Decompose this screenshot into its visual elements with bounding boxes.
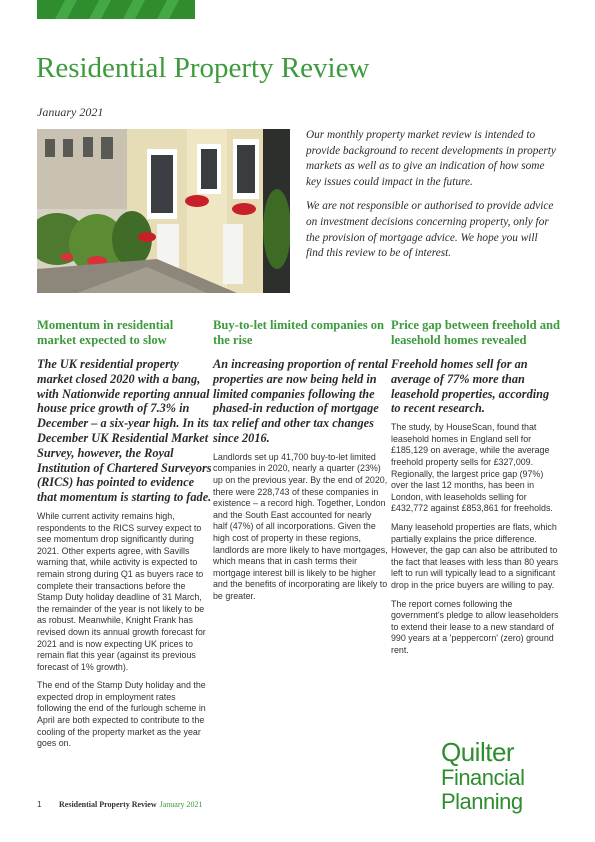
page-footer (37, 800, 203, 809)
quilter-logo (441, 739, 566, 814)
logo-line: Planning (441, 789, 523, 814)
intro-paragraph: Our monthly property market review is intended to provide background to recent developments in property markets as well as to give an indication of how some key issues could impact in the future. (306, 129, 556, 188)
top-decorative-band (37, 0, 195, 19)
logo-line: Quilter (441, 737, 515, 767)
article-paragraph: Landlords set up 41,700 buy-to-let limited companies in 2020, nearly a quarter (23%) up on the previous year. By the end of 2020, there were 228,743 of these companies in existence – a record high. Together, London and the South East accounted for nearly half (47%) of all incorporations. Given the high cost of property in these regions, landlords are more likely to have mortgages, which means that in cash terms their mortgage interest bill is likely to be higher and the benefits of incorporating are likely to be greater. (213, 451, 388, 601)
article-lead: The UK residential property market closed 2020 with a bang, with Nationwide reporting annual house price growth of 7.3% in December – a six-year high. In its December UK Residential Market Survey, however, the Royal Institution of Chartered Surveyors (RICS) has pointed to evidence that momentum is starting to fade. (37, 357, 212, 505)
page-number: 1 (37, 800, 42, 809)
page-title: Residential Property Review (36, 52, 370, 84)
intro-paragraph: We are not responsible or authorised to provide advice on investment decisions concerning property, only for the provision of mortgage advice. We hope you will find this review to be of interest. (306, 200, 554, 260)
article-heading: Price gap between freehold and leasehold homes revealed (391, 318, 561, 347)
article-heading: Momentum in residential market expected to slow (37, 318, 174, 347)
footer-title: Residential Property Review (59, 800, 157, 809)
article-lead: An increasing proportion of rental properties are now being held in limited companies following the phased-in reduction of mortgage tax relief and other tax changes since 2016. (213, 357, 388, 445)
article-paragraph: The study, by HouseScan, found that leasehold homes in England sell for £185,129 on average, while the average freehold property sells for £327,009. Regionally, the largest price gap (97%) over the last 12 months, has been in London, with leaseholds selling for £432,772 against £853,861 for freeholds. (391, 422, 553, 514)
article-column (213, 318, 388, 603)
intro-text (306, 128, 558, 262)
article-paragraph: The report comes following the government's pledge to allow leaseholders to extend their lease to a new standard of 990 years at a 'peppercorn' (zero) ground rent. (391, 598, 559, 655)
article-paragraph: While current activity remains high, respondents to the RICS survey expect to see momentum drop significantly during 2021. Other experts agree, with Savills warning that, while activity is expected to remain strong during Q1 as buyers race to complete their transactions before the Stamp Duty holiday deadline of 31 March, the remainder of the year is not likely to be as robust. Meanwhile, Knight Frank has revised down its annual growth forecast for 2021 and is now expecting UK prices to remain flat this year (against its previous forecast of 1% growth). (37, 510, 206, 672)
article-paragraph: Many leasehold properties are flats, which partially explains the price difference. However, the gap can also be attributed to the fact that leases with less than 80 years left to run will typically lead to a significant drop in the price buyers are willing to pay. (391, 521, 559, 590)
logo-line: Financial (441, 765, 525, 790)
issue-date: January 2021 (37, 105, 104, 119)
article-paragraph: The end of the Stamp Duty holiday and the expected drop in employment rates following the end of the furlough scheme in April are both expected to contribute to the cooling of the property market as the year goes on. (37, 680, 206, 749)
article-column (391, 318, 561, 656)
article-lead: Freehold homes sell for an average of 77% more than leasehold properties, according to recent research. (391, 357, 550, 416)
article-column (37, 318, 212, 750)
footer-date: January 2021 (159, 800, 203, 809)
hero-photo-mews-houses (37, 129, 290, 293)
article-heading: Buy-to-let limited companies on the rise (213, 318, 385, 347)
